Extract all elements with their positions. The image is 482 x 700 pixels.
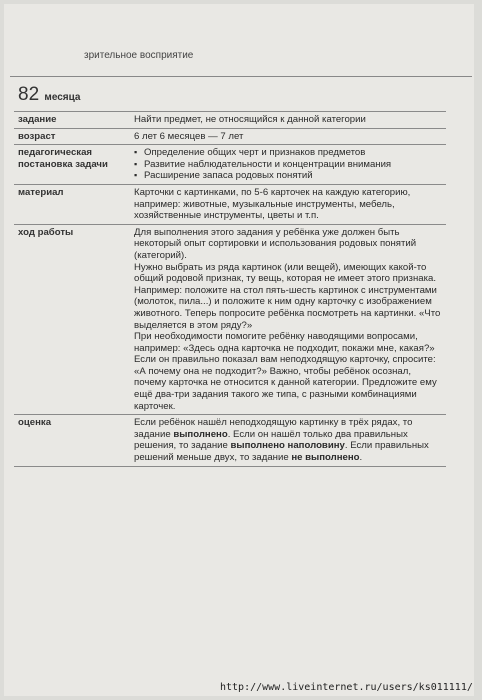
age-unit: месяца	[44, 92, 81, 103]
eval-text: . Если правильных решений меньше двух, то задание	[134, 440, 429, 464]
procedure-row	[14, 225, 446, 416]
material-row	[14, 185, 446, 225]
task-row	[14, 112, 446, 129]
task-text: Найти предмет, не относящийся к данной категории	[134, 114, 366, 125]
age-row	[14, 82, 446, 112]
procedure-paragraph: Для выполнения этого задания у ребёнка уже должен быть некоторый опыт сортировки и использования родовых понятий (категорий).	[134, 226, 417, 261]
eval-result: выполнено наполовину	[230, 440, 345, 452]
material-label: материал	[18, 186, 64, 198]
age-heading	[14, 82, 128, 111]
task-card	[14, 82, 446, 467]
procedure-paragraph: При необходимости помогите ребёнку наводящими вопросами, например: «Здесь одна карточка не подходит, покажи мне, какая?» Если он правильно показал вам неподходящую карточку, спросите: «А почему она не подходит?» Важно, чтобы ребёнок осознал, почему карточка не относится к данной категории. Предложите ему ещё два-три задания такого же типа, с разными комбинациями карточек.	[134, 331, 437, 412]
goal-item: ▪ Развитие наблюдательности и концентрации внимания	[134, 159, 442, 171]
age-text: 6 лет 6 месяцев — 7 лет	[134, 130, 244, 142]
running-header: зрительное восприятие	[84, 50, 194, 61]
procedure-label: ход работы	[18, 226, 74, 238]
book-page	[4, 4, 474, 696]
goals-list	[128, 145, 446, 184]
eval-text: . Если он нашёл только два правильных решения, то задание	[134, 428, 408, 452]
age-label: возраст	[18, 130, 56, 142]
goals-label: педагогическая постановка задачи	[18, 147, 108, 170]
eval-text: Если ребёнок нашёл неподходящую картинку в трёх рядах, то задание	[134, 417, 413, 440]
age-number: 82	[18, 84, 40, 105]
eval-result: не выполнено	[291, 452, 360, 464]
goal-item: ▪ Расширение запаса родовых понятий	[134, 170, 442, 182]
procedure-text	[128, 225, 446, 415]
task-label: задание	[18, 114, 57, 125]
eval-text: .	[359, 452, 363, 464]
goal-item: ▪ Определение общих черт и признаков предметов	[134, 147, 442, 159]
eval-result: выполнено	[173, 428, 228, 440]
header-rule	[10, 76, 472, 77]
age-heading-spacer	[128, 82, 446, 111]
procedure-paragraph: Нужно выбрать из ряда картинок (или вещей), имеющих какой-то общий родовой признак, ту вещь, которая не имеет этого признака. Например: положите на стол пять-шесть картинок с инструментами (молоток, пила...) и положите к ним одну карточку с изображением животного. Теперь попросите ребёнка посмотреть на картинки. «Что выделяется в этом ряду?»	[134, 261, 441, 331]
goals-row	[14, 145, 446, 185]
evaluation-text	[128, 415, 446, 465]
material-text: Карточки с картинками, по 5-6 карточек на каждую категорию, например: животные, музыкальные инструменты, мебель, хозяйственные инструменты, цветы и т.п.	[134, 186, 411, 222]
evaluation-label: оценка	[18, 417, 52, 429]
age-range-row	[14, 129, 446, 146]
evaluation-row	[14, 415, 446, 466]
source-url: http://www.liveinternet.ru/users/ks011111/	[220, 682, 473, 693]
